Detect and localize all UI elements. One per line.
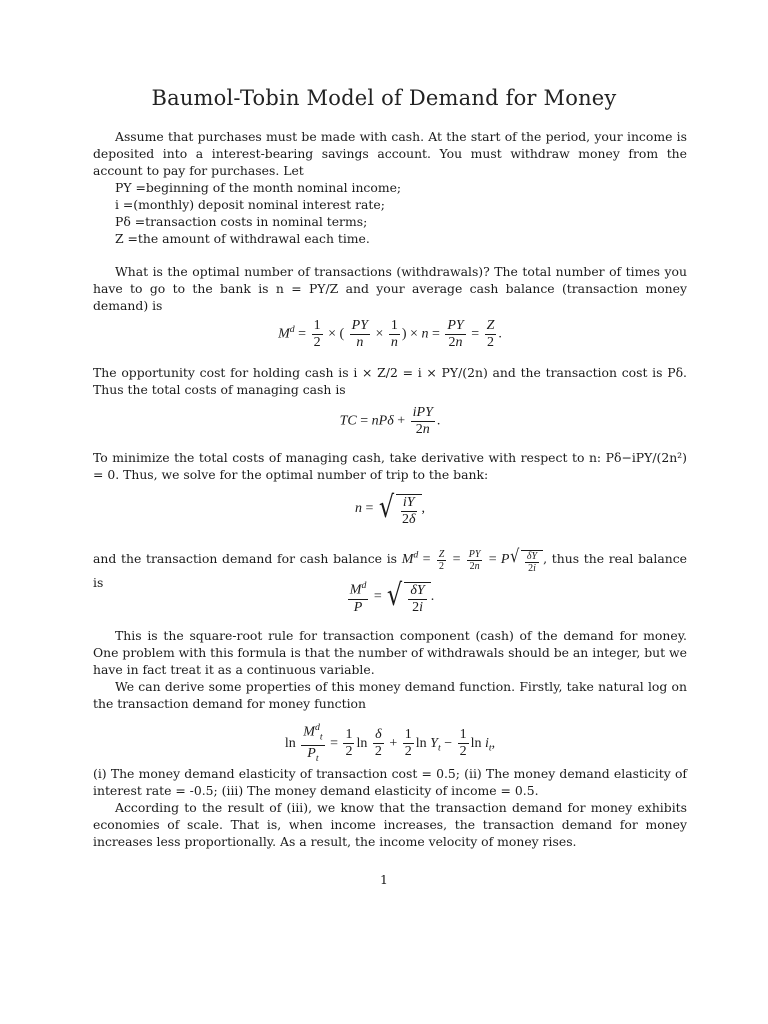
equation-money-demand: $M^d$ = $\frac{1}{2}$ × ( $\frac{PY}{n}$ × $\frac{1}{n}$ ) × n = $\frac{PY}{2n}$ = $\frac{Z}{2}$ . [278,318,502,350]
paragraph-minimize: To minimize the total costs of managing cash, take derivative with respect to n: Pδ−iPY/(2n²) = 0. Thus, we solve for the optimal number of trip to the bank: [93,450,687,482]
definition-income: PY =beginning of the month nominal income; [115,180,402,195]
inline-equation-cash-balance: $M^d$ = $\frac{Z}{2}$ = $\frac{PY}{2n}$ = P √ $\frac{\delta Y}{2i}$ [402,552,543,567]
equation-optimal-trips: n = √ $\frac{iY}{2\delta}$ , [354,490,426,527]
paragraph-opportunity-cost: The opportunity cost for holding cash is i × Z/2 = i × PY/(2n) and the transaction cost is Pδ. Thus the total costs of managing cash is [93,365,687,397]
paper-title: Baumol-Tobin Model of Demand for Money [151,86,617,110]
definition-transaction-cost: Pδ =transaction costs in nominal terms; [115,214,368,229]
paragraph-question: What is the optimal number of transactions (withdrawals)? The total number of times you have to go to the bank is n = PY/Z and your average cash balance (transaction money demand) is [93,264,687,313]
paragraph-intro: Assume that purchases must be made with cash. At the start of the period, your income is deposited into a interest-bearing savings account. You must withdraw money from the account to pay for purchases. Let [93,129,687,178]
equation-real-balance: $\frac{M^d}{P}$ = √ $\frac{\delta Y}{2i}$ . [349,578,435,615]
paragraph-properties: We can derive some properties of this money demand function. Firstly, take natural log on the transaction demand for money function [93,679,687,711]
definition-withdrawal: Z =the amount of withdrawal each time. [115,231,370,246]
page-number: 1 [380,872,388,887]
paragraph-transaction-demand: and the transaction demand for cash balance is $M^d$ = $\frac{Z}{2}$ = $\frac{PY}{2n}$ = P √ $\frac{\delta Y}{2i}$ , thus the real balance is [93,546,687,590]
paragraph-square-root-rule: This is the square-root rule for transaction component (cash) of the demand for money. One problem with this formula is that the number of withdrawals should be an integer, but we have in fact treat it as a continuous variable. [93,628,687,677]
definition-interest-rate: i =(monthly) deposit nominal interest rate; [115,197,385,212]
paragraph-economies-of-scale: According to the result of (iii), we know that the transaction demand for money exhibits economies of scale. That is, when income increases, the transaction demand for money increases less proportionally. As a result, the income velocity of money rises. [93,800,687,849]
paragraph-elasticities: (i) The money demand elasticity of transaction cost = 0.5; (ii) The money demand elasticity of interest rate = -0.5; (iii) The money demand elasticity of income = 0.5. [93,766,687,798]
equation-log-demand: ln $\frac{M^d_t}{P_t}$ = $\frac{1}{2}$ ln $\frac{\delta}{2}$ + $\frac{1}{2}$ $\ln Y_t$ − $\frac{1}{2}$ $\ln i_t$, [284,722,496,765]
equation-total-cost: TC = nPδ + $\frac{\text{iPY}}{2n}$ . [339,405,441,437]
